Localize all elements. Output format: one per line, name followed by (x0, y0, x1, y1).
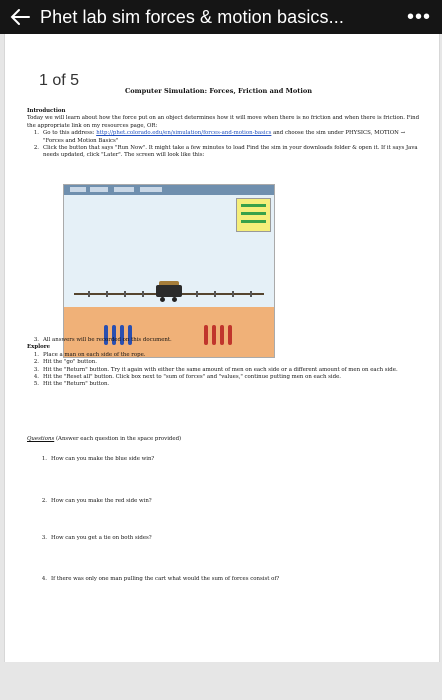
list-item (27, 359, 427, 366)
document-page (4, 34, 440, 662)
back-button[interactable] (0, 0, 40, 34)
questions-heading: Questions (27, 436, 55, 442)
doc-title: Computer Simulation: Forces, Friction and Motion (125, 87, 313, 95)
list-number: 1. (41, 456, 47, 462)
intro-heading: Introduction (27, 108, 66, 114)
list-text: All answers will be recorded on this document. (43, 337, 172, 343)
list-text: Hit the "Return" button. (43, 381, 110, 388)
list-item (27, 337, 427, 344)
list-text: How can you get a tie on both sides? (51, 535, 152, 541)
phet-link[interactable]: http://phet.colorado.edu/en/simulation/forces-and-motion-basics (96, 130, 272, 137)
list-item (27, 145, 427, 160)
list-number: 1. (33, 351, 39, 358)
list-number: 2. (33, 359, 39, 366)
question-4 (35, 576, 425, 583)
list-number: 2. (41, 498, 47, 504)
list-item (27, 367, 427, 374)
list-text: If there was only one man pulling the cart what would the sum of forces consist of? (51, 576, 280, 582)
question-3 (35, 535, 425, 542)
list-text: Hit the "go" button. (43, 359, 97, 366)
simulation-screenshot (63, 184, 275, 358)
list-number: 3. (41, 535, 47, 541)
top-bar (0, 0, 442, 34)
questions-note: (Answer each question in the space provided) (54, 436, 182, 442)
more-horizontal-icon: ••• (406, 5, 431, 28)
cart (156, 285, 182, 297)
list-number: 4. (41, 576, 47, 582)
sim-toolbar (64, 185, 274, 195)
list-text: Place a man on each side of the rope. (43, 351, 146, 358)
list-item (27, 374, 427, 381)
more-options-button[interactable] (396, 0, 442, 34)
sim-control-panel (236, 198, 271, 232)
page-indicator: 1 of 5 (39, 72, 80, 89)
list-number: 5. (33, 381, 39, 388)
list-item (27, 381, 427, 388)
list-text: Hit the "Reset all" button. Click box next to "sum of forces" and "values," continue putting men on each side. (43, 374, 341, 381)
questions-heading-row (27, 436, 427, 443)
list-text: Hit the "Return" button. Try it again with either the same amount of men on each side or a different amount of men on each side. (43, 366, 398, 373)
list-number: 4. (33, 374, 39, 381)
list-number: 1. (33, 130, 39, 137)
explore-heading: Explore (27, 344, 51, 351)
list-number: 3. (33, 366, 39, 373)
intro-text: Today we will learn about how the force put on an object determines how it will move when there is no friction and when there is friction. Find the appropriate link on my resources page, OR: (27, 115, 420, 129)
list-text: and choose the sim under PHYSICS, MOTION → "Forces and Motion Basics" (43, 130, 406, 144)
list-item (27, 130, 427, 145)
list-number: 2. (33, 145, 39, 152)
explore-list (27, 352, 427, 389)
list-text: How can you make the blue side win? (51, 456, 155, 462)
document-title: Phet lab sim forces & motion basics... (40, 6, 344, 27)
doc-body-2 (27, 337, 427, 389)
list-text: Click the button that says "Run Now". It might take a few minutes to load Find the sim in your downloads folder & open it. If it says Java needs updated, click "Later". The screen will look like this: (43, 145, 418, 159)
list-text: Go to this address: (43, 130, 97, 137)
steps-list (27, 130, 427, 160)
doc-body (27, 108, 427, 160)
document-viewer[interactable] (0, 34, 442, 700)
list-item (27, 352, 427, 359)
question-1 (35, 456, 425, 463)
list-text: How can you make the red side win? (51, 498, 152, 504)
arrow-left-icon (9, 6, 31, 28)
question-2 (35, 498, 425, 505)
list-number: 3. (33, 337, 39, 343)
